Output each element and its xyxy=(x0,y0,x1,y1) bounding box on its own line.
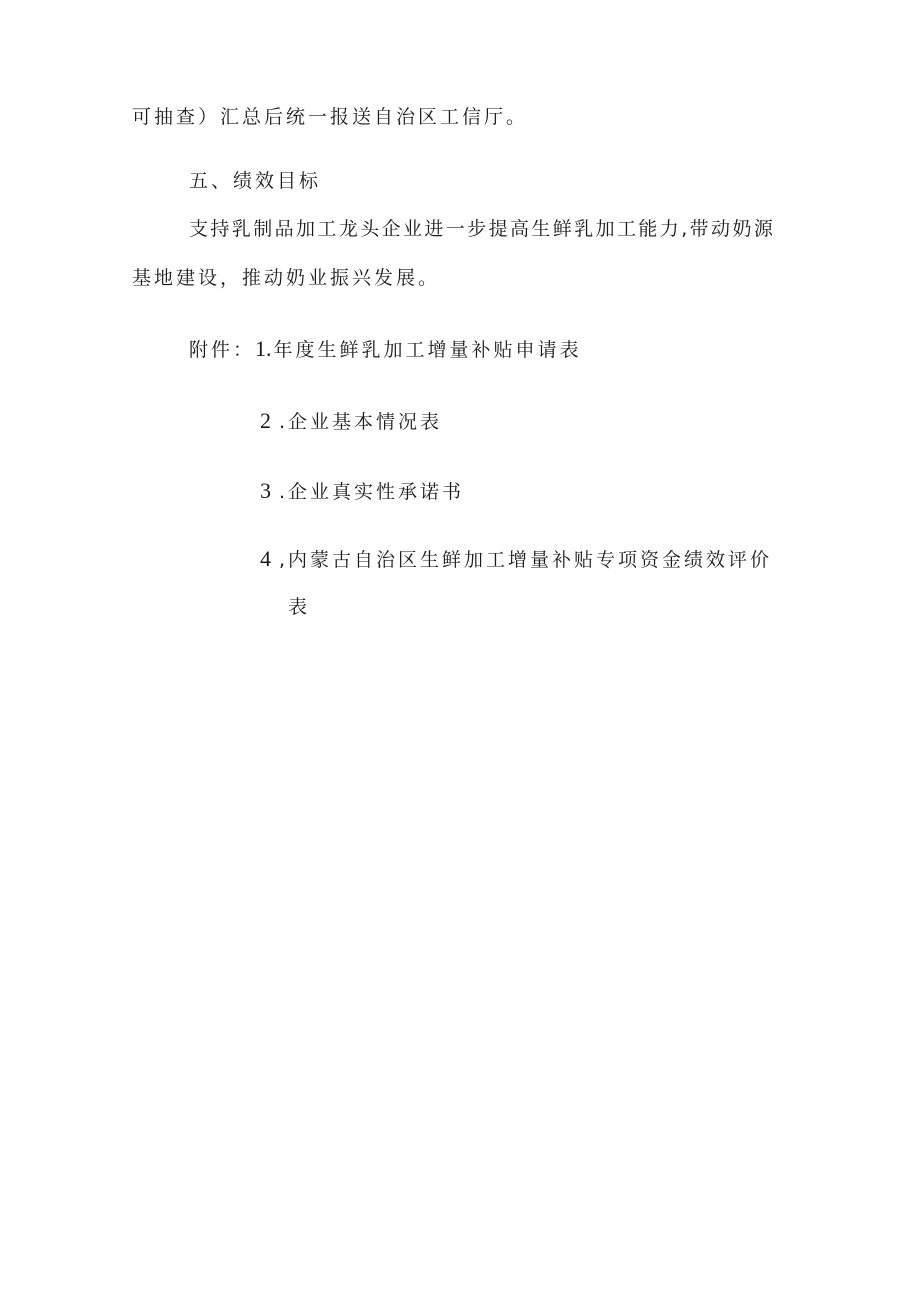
attachment-item-4-continuation: 表 xyxy=(288,596,311,618)
paragraph-continuation: 可抽查）汇总后统一报送自治区工信厅。 xyxy=(132,106,529,128)
attachment-number: 3 xyxy=(260,478,271,503)
attachment-title: .企业基本情况表 xyxy=(279,411,443,433)
attachment-item-2 xyxy=(260,407,442,436)
attachment-item-1 xyxy=(189,335,582,364)
attachment-item-4 xyxy=(260,545,772,574)
attachment-title: ,内蒙古自治区生鲜加工增量补贴专项资金绩效评价 xyxy=(279,549,773,571)
attachments-label: 附件： xyxy=(189,339,256,361)
paragraph-line-2: 基地建设，推动奶业振兴发展。 xyxy=(132,267,441,289)
attachment-title: 年度生鲜乳加工增量补贴申请表 xyxy=(273,339,582,361)
attachment-number: 1. xyxy=(255,336,272,361)
attachment-number: 4 xyxy=(260,546,271,571)
paragraph-line-1: 支持乳制品加工龙头企业进一步提高生鲜乳加工能力,带动奶源 xyxy=(189,218,776,240)
attachment-title: .企业真实性承诺书 xyxy=(279,481,465,503)
attachment-number: 2 xyxy=(260,408,271,433)
section-heading: 五、绩效目标 xyxy=(189,170,322,192)
attachment-item-3 xyxy=(260,477,464,506)
